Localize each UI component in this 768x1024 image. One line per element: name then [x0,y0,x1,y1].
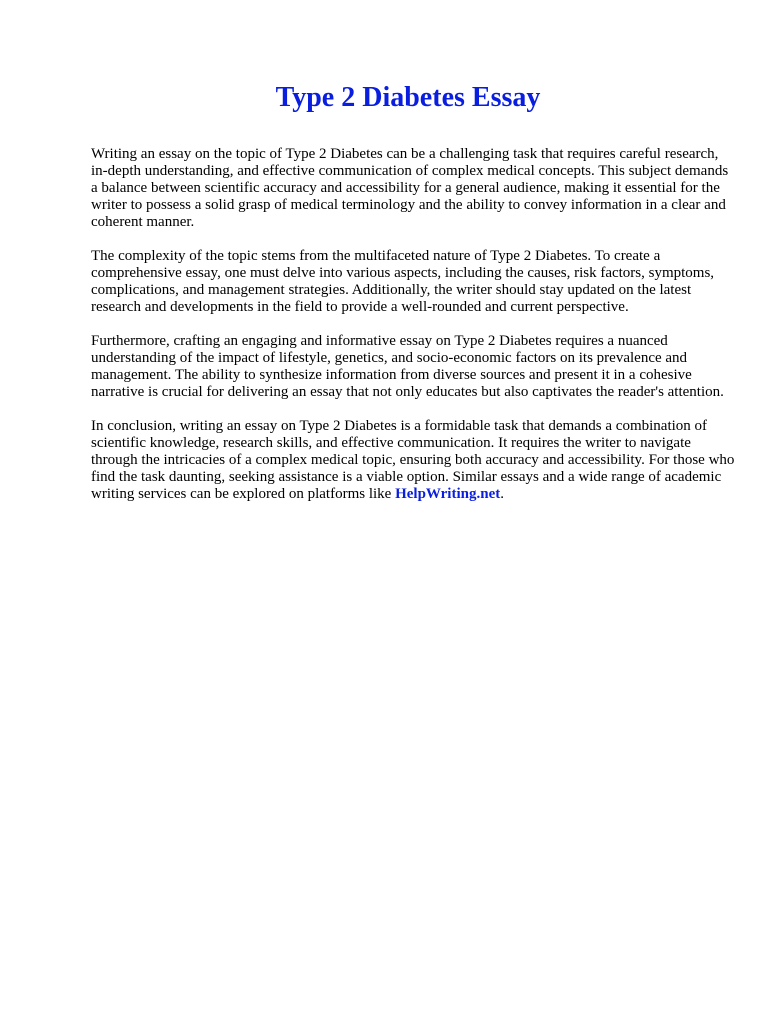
helpwriting-link[interactable]: HelpWriting.net [395,486,501,502]
paragraph-intro: Writing an essay on the topic of Type 2 Diabetes can be a challenging task that requires careful research, in-depth understanding, and effective communication of complex medical concepts. This subject demands a balance between scientific accuracy and accessibility for a general audience, making it essential for the writer to possess a solid grasp of medical terminology and the ability to convey information in a clear and coherent manner. [91,146,729,230]
conclusion-text: In conclusion, writing an essay on Type 2 Diabetes is a formidable task that demands a combination of scientific knowledge, research skills, and effective communication. It requires the writer to navigate through the intricacies of a complex medical topic, ensuring both accuracy and accessibility. For those who find the task daunting, seeking assistance is a viable option. Similar essays and a wide range of academic writing services can be explored on platforms like [91,418,735,502]
paragraph-furthermore: Furthermore, crafting an engaging and informative essay on Type 2 Diabetes requires a nuanced understanding of the impact of lifestyle, genetics, and socio-economic factors on its prevalence and management. The ability to synthesize information from diverse sources and present it in a cohesive narrative is crucial for delivering an essay that not only educates but also captivates the reader's attention. [91,333,724,400]
conclusion-suffix: . [500,486,504,502]
document-title: Type 2 Diabetes Essay [275,82,541,113]
paragraph-complexity: The complexity of the topic stems from the multifaceted nature of Type 2 Diabetes. To create a comprehensive essay, one must delve into various aspects, including the causes, risk factors, symptoms, complications, and management strategies. Additionally, the writer should stay updated on the latest research and developments in the field to provide a well-rounded and current perspective. [91,248,715,315]
paragraph-conclusion [91,418,736,503]
document-body [91,146,736,520]
